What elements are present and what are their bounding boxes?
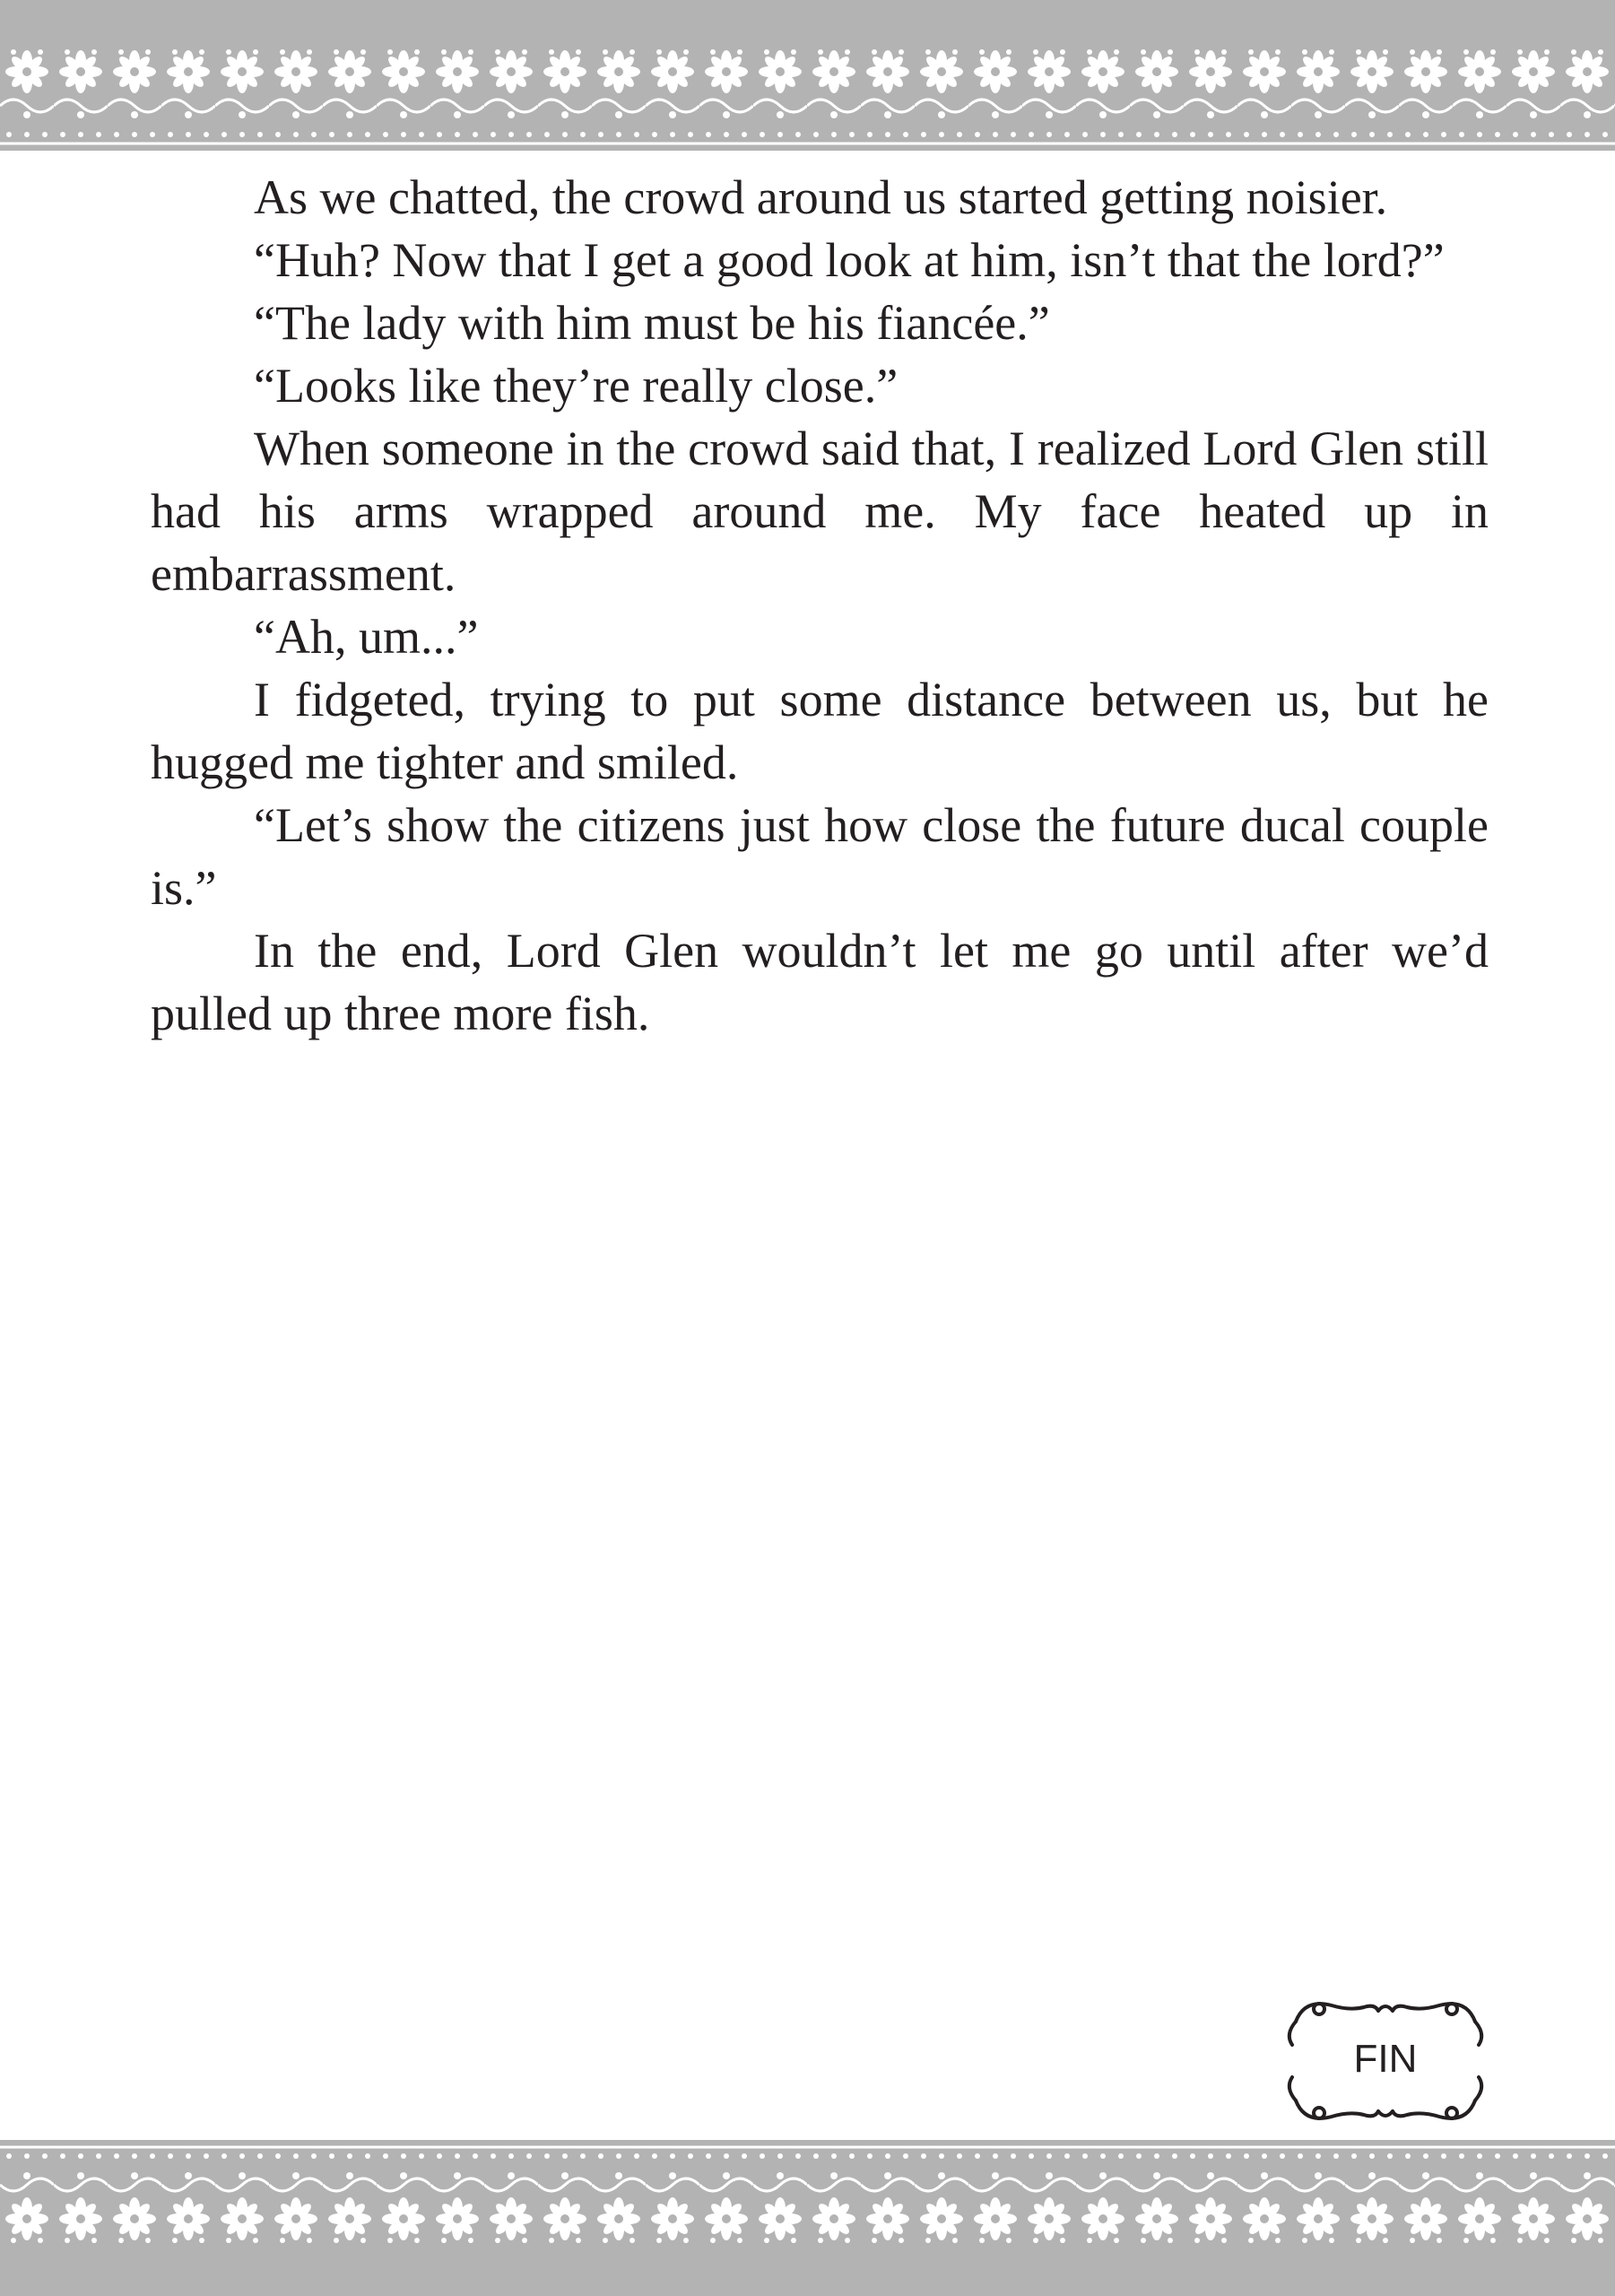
paragraph: In the end, Lord Glen wouldn’t let me go until after we’d pulled up three more fish. (151, 924, 1489, 1040)
paragraph: As we chatted, the crowd around us started getting noisier. (254, 170, 1388, 224)
paragraph: “The lady with him must be his fiancée.” (254, 296, 1050, 350)
paragraph: When someone in the crowd said that, I realized Lord Glen still had his arms wrapped around me. My face heated up in embarrassment. (151, 422, 1489, 601)
story-text (151, 166, 1489, 1045)
paragraph: “Ah, um...” (254, 610, 479, 664)
lace-flower-pattern-bottom (0, 2140, 1615, 2296)
paragraph: “Huh? Now that I get a good look at him, isn’t that the lord?” (254, 233, 1445, 287)
bottom-lace-border (0, 2140, 1615, 2296)
fin-label: FIN (1353, 2037, 1418, 2081)
fin-ornament (1278, 1989, 1493, 2133)
paragraph: “Looks like they’re really close.” (254, 359, 899, 413)
paragraph: I fidgeted, trying to put some distance between us, but he hugged me tighter and smiled. (151, 673, 1489, 789)
top-lace-border (0, 0, 1615, 151)
paragraph: “Let’s show the citizens just how close the future ducal couple is.” (151, 798, 1489, 915)
lace-flower-pattern-top (0, 0, 1615, 151)
